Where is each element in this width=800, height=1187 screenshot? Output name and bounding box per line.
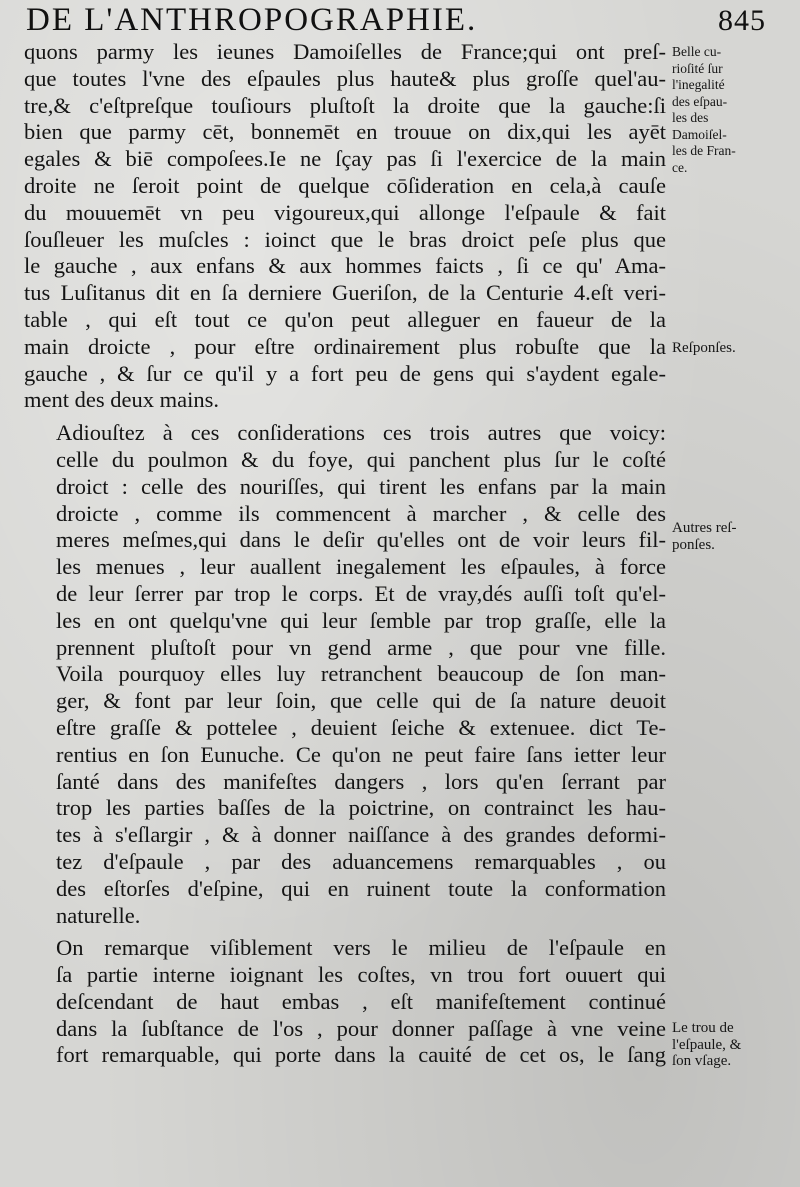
margin-note-other-responses: [672, 520, 794, 553]
margin-note-line: rioſité ſur: [672, 60, 723, 76]
text-line: dans la ſubſtance de l'os , pour donner paſſage à vne veine: [56, 1015, 666, 1041]
margin-note-line: les de Fran-: [672, 143, 736, 158]
paragraph-1: [24, 39, 666, 414]
text-line: ſa partie interne ioignant les coſtes, vn trou fort ouuert qui: [56, 962, 666, 988]
text-line: Voila pourquoy elles luy retranchent beaucoup de ſon man-: [56, 661, 666, 687]
text-line: tes à s'eſlargir , & à donner naiſſance à des grandes deformi-: [56, 822, 666, 848]
text-line: ment des deux mains.: [24, 387, 219, 413]
text-line: les en ont quelqu'vne qui leur ſemble par trop graſſe, elle la: [56, 607, 666, 633]
text-line: du mouuemēt vn peu vigoureux,qui allonge l'eſpaule & fait: [24, 199, 666, 225]
text-line: le gauche , aux enfans & aux hommes faicts , ſi ce qu' Ama-: [24, 253, 666, 279]
text-line: trop les parties baſſes de la poictrine, on contrainct les hau-: [56, 795, 666, 821]
paragraph-3: [24, 935, 666, 1069]
text-line: rentius en ſon Eunuche. Ce qu'on ne peut faire ſans ietter leur: [56, 741, 666, 767]
text-line: les menues , leur auallent inegalement les eſpaules, à force: [56, 554, 666, 580]
text-line: des eſtorſes d'eſpine, qui en ruinent toute la conformation: [56, 875, 666, 901]
text-line: naturelle.: [56, 902, 141, 928]
text-line: tez d'eſpaule , par des aduancemens remarquables , ou: [56, 848, 666, 874]
text-line: ſanté dans des manifeſtes dangers , lors qu'en ſerrant par: [56, 768, 666, 794]
running-head: [26, 2, 766, 42]
text-line: table , qui eſt tout ce qu'on peut alleguer en faueur de la: [24, 306, 666, 332]
margin-note-line: ponſes.: [672, 536, 715, 553]
text-line: quons parmy les ieunes Damoiſelles de France;qui ont preſ-: [24, 39, 666, 64]
text-line: egales & biē compoſees.Ie ne ſçay pas ſi l'exercice de la main: [24, 146, 666, 172]
text-line: droicte , comme ils commencent à marcher , & celle des: [56, 500, 666, 526]
margin-note-line: ce.: [672, 159, 688, 175]
text-line: ſouſleuer les muſcles : ioinct que le bras droict peſe plus que: [24, 226, 666, 252]
text-line: tre,& c'eſtpreſque touſiours pluſtoſt la droite que la gauche:ſi: [24, 92, 666, 118]
text-line: main droicte , pour eſtre ordinairement plus robuſte que la: [24, 333, 666, 359]
text-line: que toutes l'vne des eſpaules plus haute& plus groſſe quel'au-: [24, 65, 666, 91]
margin-note-line: les des: [672, 110, 709, 125]
margin-note-line: des eſpau-: [672, 93, 728, 109]
running-title: DE L'ANTHROPOGRAPHIE.: [26, 2, 478, 38]
text-line: tus Luſitanus dit en ſa derniere Gueriſon, de la Centurie 4.eſt veri-: [24, 280, 666, 306]
text-line: ger, & font par leur ſoin, que celle qui de ſa nature deuoit: [56, 688, 666, 714]
margin-note-line: l'eſpaule, &: [672, 1036, 742, 1053]
text-line: deſcendant de haut embas , eſt manifeſtement continué: [56, 988, 666, 1014]
margin-note-line: Damoiſel-: [672, 126, 727, 142]
margin-note-line: l'inegalité: [672, 77, 725, 92]
margin-note-line: Reſponſes.: [672, 340, 736, 356]
text-line: bien que parmy cēt, bonnemēt en trouue on dix,qui les ayēt: [24, 119, 666, 145]
main-text: [24, 39, 666, 1069]
margin-note-shoulder-hole: [672, 1020, 794, 1070]
text-line: gauche , & ſur ce qu'il y a fort peu de gens qui s'aydent egale-: [24, 360, 666, 386]
text-line: Adiouſtez à ces conſiderations ces trois autres que voicy:: [56, 420, 666, 446]
margin-note-line: Autres reſ-: [672, 520, 737, 536]
margin-note-line: Belle cu-: [672, 44, 722, 59]
margin-note-responses: [672, 340, 794, 357]
page-number: 845: [718, 4, 766, 37]
text-line: eſtre graſſe & pottelee , deuient ſeiche & extenuee. dict Te-: [56, 714, 666, 740]
text-line: On remarque viſiblement vers le milieu de l'eſpaule en: [56, 935, 666, 961]
text-line: de leur ſerrer par trop le corps. Et de vray,dés auſſi toſt qu'el-: [56, 580, 666, 606]
text-line: fort remarquable, qui porte dans la cauité de cet os, le ſang: [56, 1042, 666, 1068]
margin-note-line: Le trou de: [672, 1020, 734, 1036]
text-line: droict : celle des nouriſſes, qui tirent les enfans par la main: [56, 473, 666, 499]
text-line: droite ne ſeroit point de quelque cōſideration en cela,à cauſe: [24, 172, 666, 198]
margin-note-curiosity: [672, 44, 794, 176]
text-line: prennent pluſtoſt pour vn gend arme , que pour vne fille.: [56, 634, 666, 660]
margin-note-line: ſon vſage.: [672, 1053, 732, 1069]
text-line: celle du poulmon & du foye, qui panchent plus ſur le coſté: [56, 446, 666, 472]
text-line: meres meſmes,qui dans le deſir qu'elles ont de voir leurs fil-: [56, 527, 666, 553]
paragraph-2: [24, 420, 666, 929]
